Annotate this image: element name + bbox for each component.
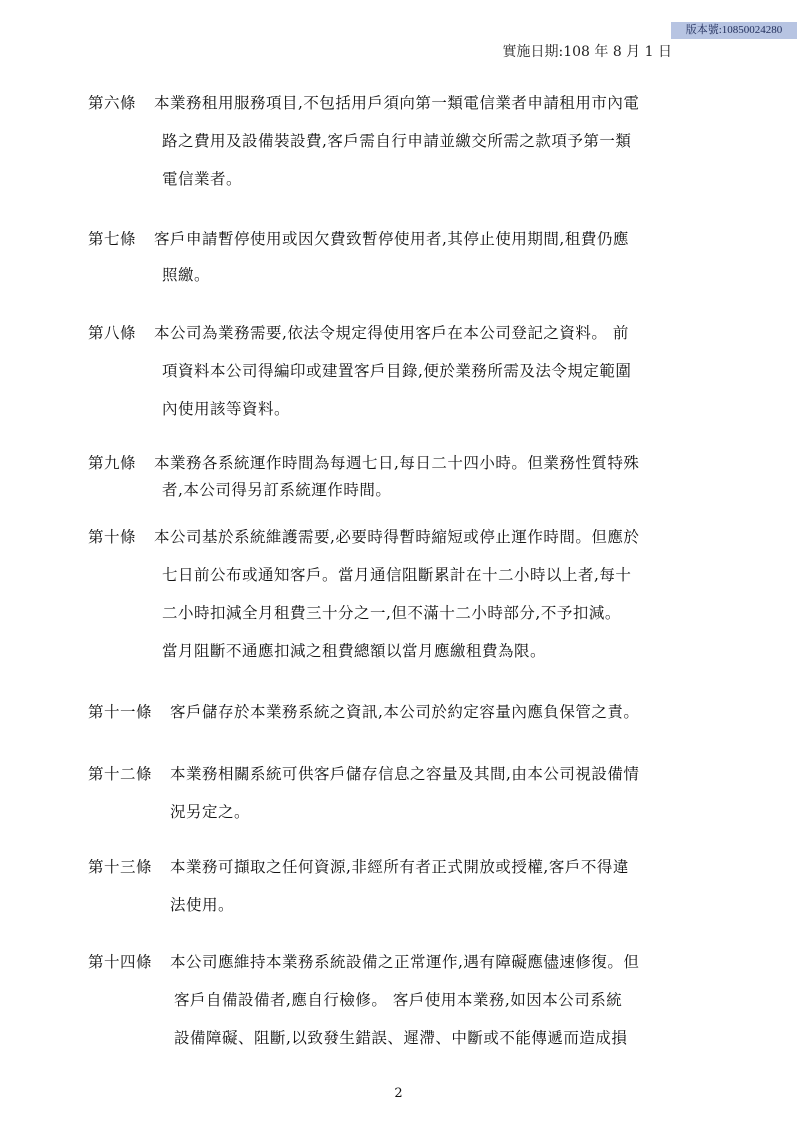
- article-6: [88, 91, 688, 191]
- article-line: 客戶自備設備者,應自行檢修。 客戶使用本業務,如因本公司系統: [174, 991, 623, 1009]
- article-line: 本公司為業務需要,依法令規定得使用客戶在本公司登記之資料。 前: [154, 324, 629, 342]
- version-badge: 版本號:10850024280: [671, 22, 797, 39]
- article-line: 照繳。: [162, 266, 211, 284]
- article-line: 法使用。: [170, 896, 235, 914]
- article-10: [88, 525, 688, 663]
- page-number: 2: [394, 1086, 403, 1101]
- article-number: 第十條: [88, 528, 137, 546]
- article-number: 第六條: [88, 94, 137, 112]
- article-number: 第十三條: [88, 858, 153, 876]
- article-line: 況另定之。: [170, 803, 251, 821]
- article-line: 路之費用及設備裝設費,客戶需自行申請並繳交所需之款項予第一類: [162, 132, 632, 150]
- article-line: 者,本公司得另訂系統運作時間。: [162, 481, 392, 499]
- article-line: 設備障礙、阻斷,以致發生錯誤、遲滯、中斷或不能傳遞而造成損: [174, 1029, 628, 1047]
- article-line: 本公司基於系統維護需要,必要時得暫時縮短或停止運作時間。但應於: [154, 528, 640, 546]
- article-line: 本業務各系統運作時間為每週七日,每日二十四小時。但業務性質特殊: [154, 454, 640, 472]
- article-line: 本公司應維持本業務系統設備之正常運作,遇有障礙應儘速修復。但: [170, 953, 640, 971]
- effective-date: 實施日期:108 年 8 月 1 日: [502, 44, 672, 60]
- article-line: 客戶申請暫停使用或因欠費致暫停使用者,其停止使用期間,租費仍應: [154, 230, 629, 248]
- article-line: 本業務可擷取之任何資源,非經所有者正式開放或授權,客戶不得違: [170, 858, 629, 876]
- article-7: [88, 227, 688, 287]
- article-line: 內使用該等資料。: [162, 400, 291, 418]
- article-number: 第十一條: [88, 703, 153, 721]
- article-number: 第十二條: [88, 765, 153, 783]
- article-line: 二小時扣減全月租費三十分之一,但不滿十二小時部分,不予扣減。: [162, 604, 621, 622]
- article-number: 第九條: [88, 454, 137, 472]
- article-number: 第十四條: [88, 953, 153, 971]
- article-9: [88, 451, 688, 502]
- article-line: 本業務相關系統可供客戶儲存信息之容量及其間,由本公司視設備情: [170, 765, 640, 783]
- article-number: 第八條: [88, 324, 137, 342]
- article-line: 本業務租用服務項目,不包括用戶須向第一類電信業者申請租用市內電: [154, 94, 640, 112]
- article-line: 客戶儲存於本業務系統之資訊,本公司於約定容量內應負保管之責。: [170, 703, 640, 721]
- article-11: [88, 700, 688, 724]
- article-line: 當月阻斷不通應扣減之租費總額以當月應繳租費為限。: [162, 642, 547, 660]
- article-line: 電信業者。: [162, 170, 243, 188]
- article-13: [88, 855, 688, 917]
- article-12: [88, 762, 688, 824]
- article-line: 項資料本公司得編印或建置客戶目錄,便於業務所需及法令規定範圍: [162, 362, 632, 380]
- article-line: 七日前公布或通知客戶。當月通信阻斷累計在十二小時以上者,每十: [162, 566, 632, 584]
- article-8: [88, 321, 688, 421]
- article-14: [88, 950, 688, 1050]
- article-number: 第七條: [88, 230, 137, 248]
